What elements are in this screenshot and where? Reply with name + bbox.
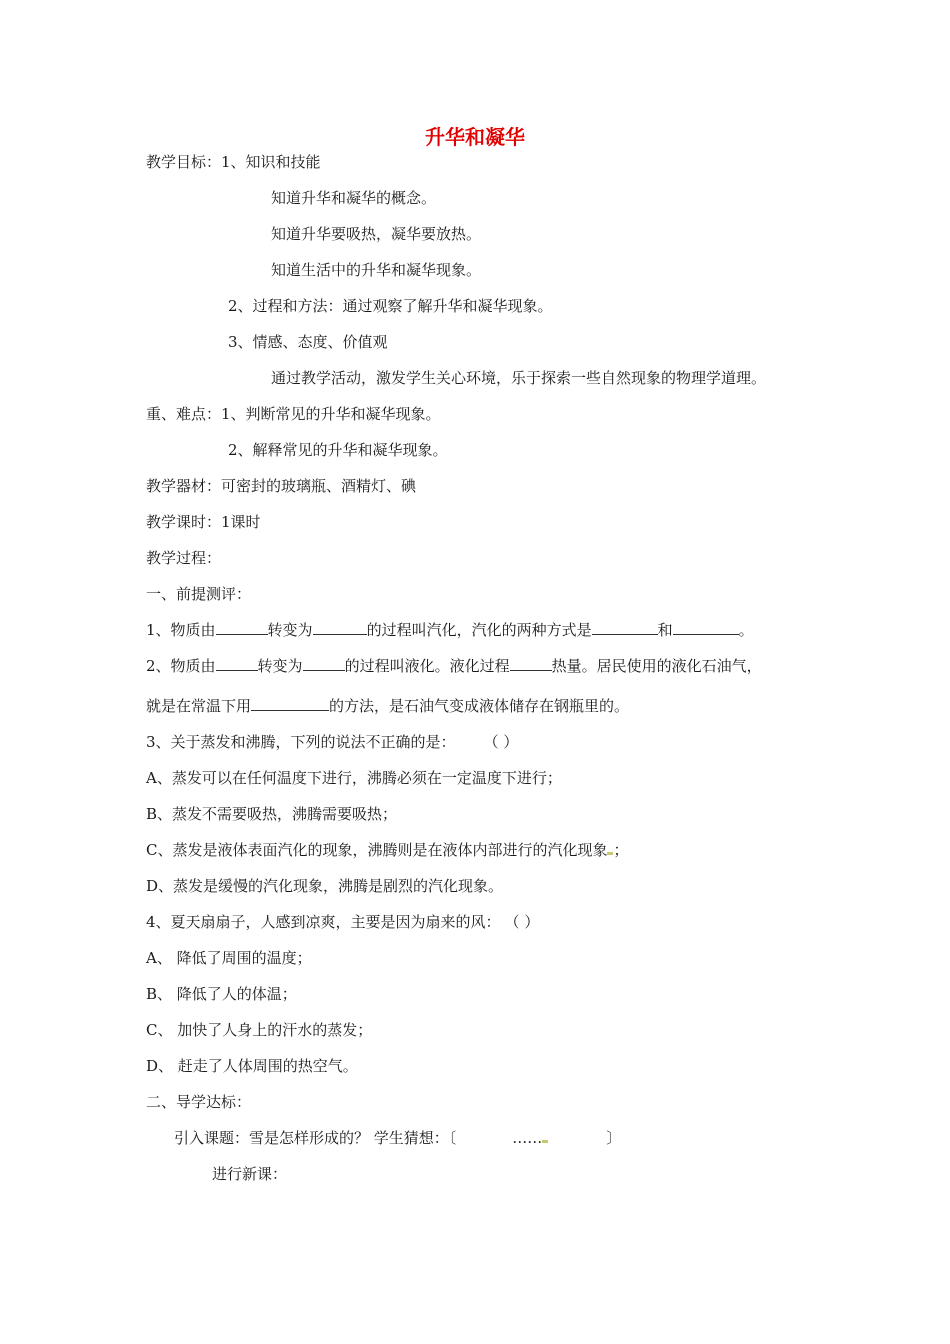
q4-option-b: B、 降低了人的体温； [146, 985, 297, 1003]
q1-text-d: 和 [657, 621, 673, 639]
answer-blank[interactable] [251, 696, 329, 711]
goal-1-item: 知道升华和凝华的概念。 [271, 189, 437, 207]
goal-3: 3、情感、态度、价值观 [228, 333, 388, 351]
q2-text-d: 热量。居民使用的液化石油气， [551, 657, 762, 675]
q2-text-c: 的过程叫液化。液化过程 [344, 657, 510, 675]
goal-1-item: 知道生活中的升华和凝华现象。 [271, 261, 482, 279]
intro-text-a: 引入课题：雪是怎样形成的？ 学生猜想：〔 [174, 1129, 457, 1147]
answer-blank[interactable] [313, 620, 367, 635]
key-points-heading [146, 404, 441, 424]
answer-blank[interactable] [510, 656, 552, 671]
question-4 [146, 912, 539, 932]
goals-heading [146, 152, 321, 172]
answer-blank[interactable] [216, 620, 268, 635]
answer-blank[interactable] [216, 656, 258, 671]
process-heading: 教学过程： [146, 549, 222, 567]
intro-ellipsis: …… [512, 1129, 543, 1147]
goal-1-item: 知道升华要吸热，凝华要放热。 [271, 225, 482, 243]
q1-text-a: 1、物质由 [146, 621, 216, 639]
answer-parentheses[interactable]: （ ） [483, 733, 519, 751]
q1-text-c: 的过程叫汽化，汽化的两种方式是 [366, 621, 592, 639]
q1-text-e: 。 [738, 621, 754, 639]
goal-1: 1、知识和技能 [221, 153, 321, 171]
key-points-label: 重、难点： [146, 405, 222, 423]
edit-mark [542, 1140, 548, 1143]
key-point-2: 2、解释常见的升华和凝华现象。 [228, 441, 448, 459]
q3-option-c [146, 840, 629, 860]
page-title: 升华和凝华 [425, 125, 525, 149]
q2-text-b: 转变为 [257, 657, 303, 675]
q4-option-a: A、 降低了周围的温度； [146, 949, 312, 967]
q2-line2-text-a: 就是在常温下用 [146, 697, 252, 715]
goal-2: 2、过程和方法：通过观察了解升华和凝华现象。 [228, 297, 553, 315]
q2-text-a: 2、物质由 [146, 657, 216, 675]
goals-label: 教学目标： [146, 153, 222, 171]
q1-text-b: 转变为 [267, 621, 313, 639]
q2-line2-text-b: 的方法，是石油气变成液体储存在钢瓶里的。 [329, 697, 630, 715]
materials: 教学器材：可密封的玻璃瓶、酒精灯、碘 [146, 477, 417, 495]
answer-blank[interactable] [303, 656, 345, 671]
q4-option-d: D、 赶走了人体周围的热空气。 [146, 1057, 358, 1075]
question-1 [146, 620, 754, 640]
q3-option-c-end: ； [613, 841, 629, 859]
goal-3-text: 通过教学活动，激发学生关心环境，乐于探索一些自然现象的物理学道理。 [271, 369, 767, 387]
question-2-continued [146, 696, 629, 716]
q4-option-c: C、 加快了人身上的汗水的蒸发； [146, 1021, 373, 1039]
intro-topic [174, 1128, 621, 1148]
q3-option-d: D、蒸发是缓慢的汽化现象，沸腾是剧烈的汽化现象。 [146, 877, 504, 895]
q3-option-b: B、蒸发不需要吸热，沸腾需要吸热； [146, 805, 398, 823]
answer-blank[interactable] [673, 620, 739, 635]
lesson-hours: 教学课时：1课时 [146, 513, 261, 531]
q3-option-c-text: C、蒸发是液体表面汽化的现象，沸腾则是在液体内部进行的汽化现象 [146, 841, 608, 859]
question-2 [146, 656, 762, 676]
section-2-heading: 二、导学达标： [146, 1093, 252, 1111]
answer-blank[interactable] [592, 620, 658, 635]
question-3 [146, 732, 518, 752]
intro-text-c: 〕 [606, 1129, 622, 1147]
q3-option-a: A、蒸发可以在任何温度下进行，沸腾必须在一定温度下进行； [146, 769, 562, 787]
answer-parentheses[interactable]: （ ） [504, 913, 540, 931]
new-lesson-heading: 进行新课： [212, 1165, 288, 1183]
q4-stem: 4、夏天扇扇子，人感到凉爽，主要是因为扇来的风： [146, 913, 501, 931]
section-1-heading: 一、前提测评： [146, 585, 252, 603]
key-point-1: 1、判断常见的升华和凝华现象。 [221, 405, 441, 423]
q3-stem: 3、关于蒸发和沸腾，下列的说法不正确的是： [146, 733, 456, 751]
